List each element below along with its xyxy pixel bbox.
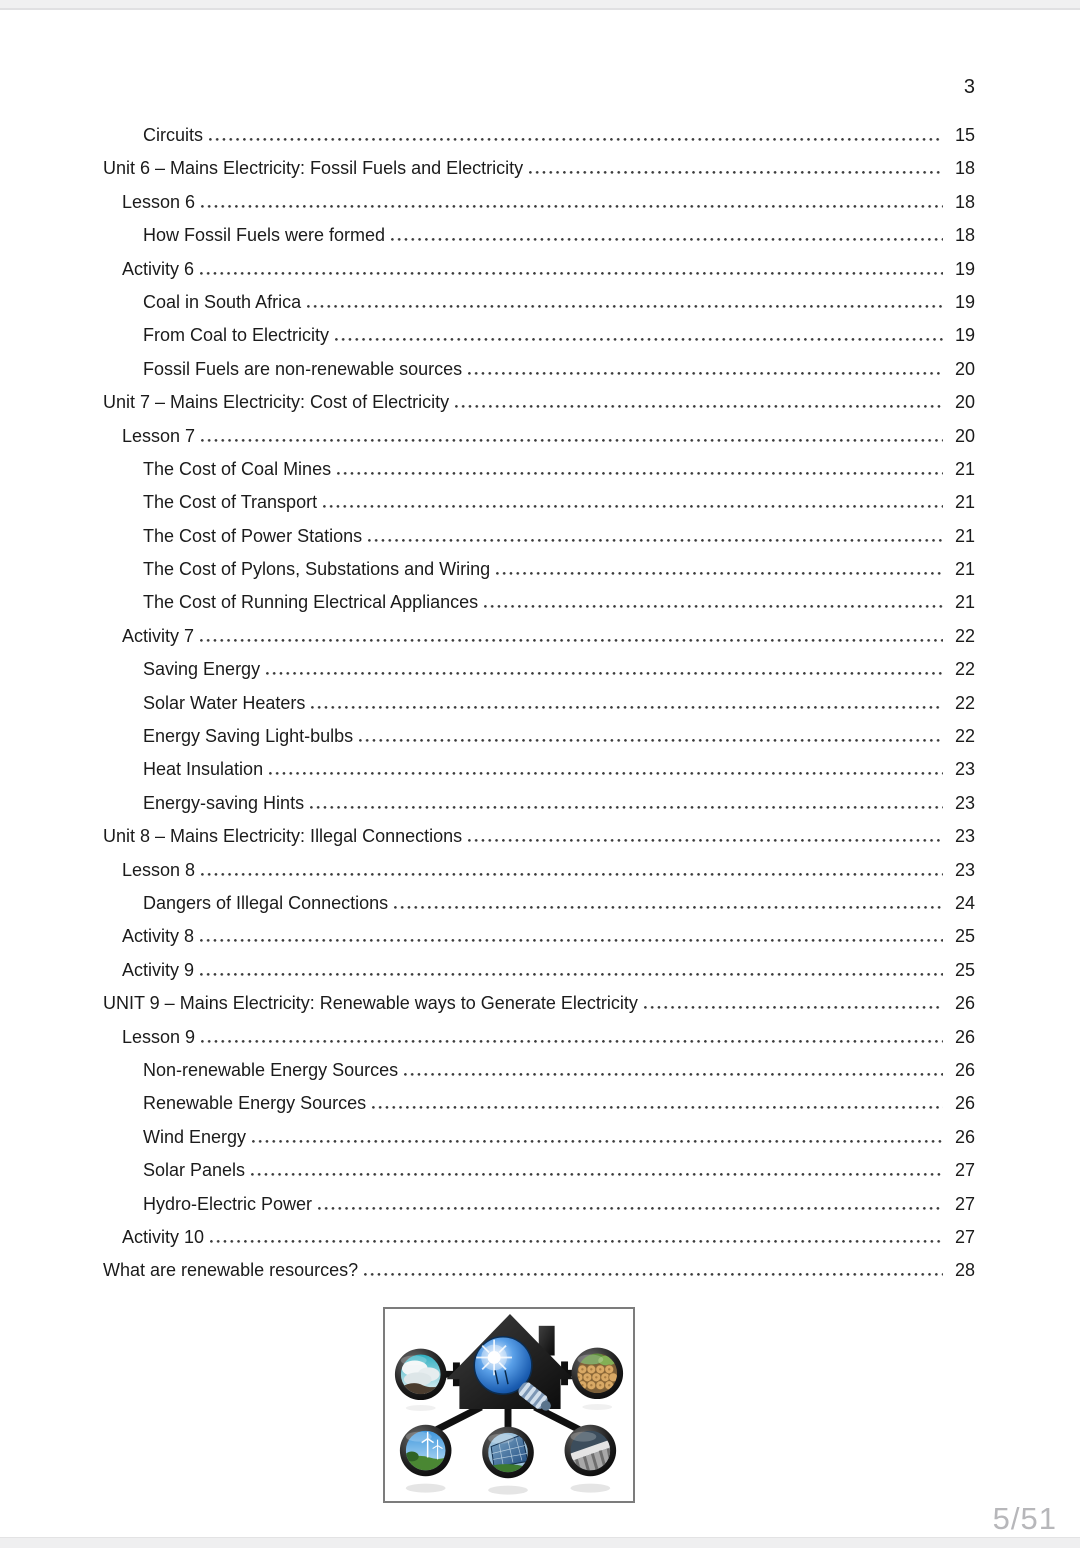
toc-leader-dots [200, 939, 943, 942]
toc-entry[interactable] [103, 420, 975, 453]
toc-leader-dots [368, 539, 943, 542]
toc-leader-dots [311, 706, 943, 709]
toc-leader-dots [468, 839, 943, 842]
toc-entry[interactable] [103, 1254, 975, 1287]
toc-leader-dots [269, 772, 943, 775]
toc-entry[interactable] [103, 954, 975, 987]
toc-entry-page-number: 22 [954, 726, 975, 747]
toc-entry-page-number: 21 [954, 458, 975, 479]
toc-entry[interactable] [103, 1021, 975, 1054]
toc-entry[interactable] [103, 152, 975, 185]
toc-entry[interactable] [103, 119, 975, 152]
toc-entry[interactable] [103, 1121, 975, 1154]
toc-entry-label: Unit 8 – Mains Electricity: Illegal Connections [103, 826, 463, 847]
toc-entry-page-number: 22 [954, 659, 975, 680]
toc-entry[interactable] [103, 353, 975, 386]
toc-entry-page-number: 23 [954, 792, 975, 813]
toc-entry-page-number: 26 [954, 1026, 975, 1047]
toc-leader-dots [359, 739, 943, 742]
toc-entry-label: The Cost of Pylons, Substations and Wiring [143, 559, 491, 580]
toc-entry-label: How Fossil Fuels were formed [143, 225, 386, 246]
toc-leader-dots [404, 1073, 943, 1076]
toc-entry-label: The Cost of Transport [143, 492, 318, 513]
toc-entry-page-number: 27 [954, 1193, 975, 1214]
toc-entry-label: Circuits [143, 125, 204, 145]
toc-entry-label: What are renewable resources? [103, 1260, 359, 1281]
toc-entry-page-number: 22 [954, 625, 975, 646]
toc-entry-page-number: 28 [954, 1260, 975, 1281]
toc-leader-dots [201, 439, 943, 442]
toc-entry-label: The Cost of Coal Mines [143, 458, 332, 479]
toc-leader-dots [210, 1240, 943, 1243]
toc-entry-label: The Cost of Power Stations [143, 525, 363, 546]
toc-entry-label: Activity 7 [122, 625, 195, 646]
toc-leader-dots [372, 1106, 943, 1109]
toc-leader-dots [394, 906, 943, 909]
toc-entry[interactable] [103, 887, 975, 920]
toc-entry-label: Renewable Energy Sources [143, 1093, 367, 1114]
toc-entry-label: Lesson 7 [122, 425, 196, 446]
toc-entry[interactable] [103, 920, 975, 953]
toc-leader-dots [201, 205, 943, 208]
toc-entry[interactable] [103, 753, 975, 786]
toc-entry-page-number: 26 [954, 1059, 975, 1080]
toc-entry-page-number: 25 [954, 959, 975, 980]
toc-entry[interactable] [103, 620, 975, 653]
toc-entry[interactable] [103, 253, 975, 286]
toc-entry-label: Fossil Fuels are non-renewable sources [143, 358, 463, 379]
toc-entry-label: Heat Insulation [143, 759, 264, 780]
toc-entry-label: Activity 8 [122, 926, 195, 947]
toc-entry-page-number: 18 [954, 225, 975, 246]
toc-entry-page-number: 27 [954, 1226, 975, 1247]
toc-entry[interactable] [103, 319, 975, 352]
toc-leader-dots [252, 1140, 943, 1143]
toc-entry-page-number: 15 [954, 125, 975, 145]
toc-entry-label: Energy Saving Light-bulbs [143, 726, 354, 747]
toc-entry-label: Non-renewable Energy Sources [143, 1059, 399, 1080]
toc-entry[interactable] [103, 1154, 975, 1187]
wood-logs-photo [571, 1348, 623, 1399]
toc-entry-page-number: 24 [954, 892, 975, 913]
viewer-bottom-gap [0, 1537, 1080, 1548]
toc-entry-label: Lesson 9 [122, 1026, 196, 1047]
toc-entry-label: Saving Energy [143, 659, 261, 680]
toc-leader-dots [200, 639, 943, 642]
toc-entry[interactable] [103, 687, 975, 720]
toc-leader-dots [337, 472, 943, 475]
toc-entry[interactable] [103, 1188, 975, 1221]
toc-entry[interactable] [103, 286, 975, 319]
toc-leader-dots [307, 305, 943, 308]
toc-leader-dots [484, 605, 943, 608]
energy-sources-collage-image [385, 1309, 633, 1501]
toc-leader-dots [200, 272, 943, 275]
toc-entry[interactable] [103, 486, 975, 519]
toc-leader-dots [209, 138, 943, 141]
solar-panels-photo [482, 1427, 534, 1478]
toc-entry[interactable] [103, 219, 975, 252]
toc-entry-label: UNIT 9 – Mains Electricity: Renewable ways to Generate Electricity [103, 993, 638, 1014]
toc-entry-label: Unit 7 – Mains Electricity: Cost of Electricity [103, 392, 450, 413]
toc-leader-dots [266, 672, 943, 675]
toc-leader-dots [364, 1273, 943, 1276]
toc-entry[interactable] [103, 553, 975, 586]
wind-turbines-photo [400, 1425, 452, 1476]
toc-leader-dots [391, 238, 943, 241]
toc-entry-label: Activity 10 [122, 1226, 205, 1247]
toc-leader-dots [251, 1173, 943, 1176]
toc-entry[interactable] [103, 787, 975, 820]
toc-entry-page-number: 25 [954, 926, 975, 947]
toc-entry-page-number: 19 [954, 325, 975, 346]
toc-entry[interactable] [103, 653, 975, 686]
toc-entry[interactable] [103, 386, 975, 419]
toc-entry-page-number: 23 [954, 826, 975, 847]
toc-leader-dots [310, 806, 943, 809]
toc-leader-dots [200, 973, 943, 976]
toc-leader-dots [529, 171, 943, 174]
hydroelectric-dam-photo [565, 1425, 617, 1476]
toc-leader-dots [455, 405, 943, 408]
toc-entry-page-number: 20 [954, 392, 975, 413]
toc-entry[interactable] [103, 586, 975, 619]
toc-leader-dots [201, 873, 943, 876]
toc-leader-dots [323, 505, 943, 508]
toc-entry-page-number: 18 [954, 191, 975, 212]
toc-entry-label: Energy-saving Hints [143, 792, 305, 813]
toc-entry-label: Solar Panels [143, 1160, 246, 1181]
toc-entry-page-number: 23 [954, 759, 975, 780]
toc-entry-label: Hydro-Electric Power [143, 1193, 313, 1214]
toc-entry-label: From Coal to Electricity [143, 325, 330, 346]
toc-entry[interactable] [103, 1087, 975, 1120]
toc-leader-dots [644, 1006, 943, 1009]
toc-entry-page-number: 23 [954, 859, 975, 880]
toc-entry[interactable] [103, 854, 975, 887]
toc-entry[interactable] [103, 1221, 975, 1254]
toc-entry-page-number: 26 [954, 993, 975, 1014]
toc-entry-page-number: 21 [954, 592, 975, 613]
toc-entry-label: Activity 6 [122, 258, 195, 279]
toc-entry[interactable] [103, 186, 975, 219]
toc-entry-page-number: 20 [954, 425, 975, 446]
document-page-number: 3 [963, 76, 975, 98]
toc-entry-page-number: 21 [954, 559, 975, 580]
toc-entry-label: Unit 6 – Mains Electricity: Fossil Fuels and Electricity [103, 158, 524, 179]
toc-leader-dots [335, 338, 943, 341]
toc-list [103, 119, 975, 1288]
toc-entry-page-number: 21 [954, 492, 975, 513]
toc-entry-label: Solar Water Heaters [143, 692, 306, 713]
toc-entry-label: The Cost of Running Electrical Appliances [143, 592, 479, 613]
toc-leader-dots [201, 1040, 943, 1043]
toc-entry-page-number: 21 [954, 525, 975, 546]
toc-entry[interactable] [103, 720, 975, 753]
toc-entry-label: Activity 9 [122, 959, 195, 980]
toc-entry-page-number: 19 [954, 258, 975, 279]
toc-entry-page-number: 18 [954, 158, 975, 179]
toc-entry[interactable] [103, 820, 975, 853]
viewer-top-gap [0, 0, 1080, 10]
toc-leader-dots [318, 1207, 943, 1210]
viewer-page-indicator: 5/51 [992, 1501, 1057, 1536]
toc-entry-page-number: 22 [954, 692, 975, 713]
toc-leader-dots [468, 372, 943, 375]
toc-entry[interactable] [103, 1054, 975, 1087]
toc-entry-label: Coal in South Africa [143, 291, 302, 312]
toc-entry[interactable] [103, 520, 975, 553]
toc-entry-page-number: 27 [954, 1160, 975, 1181]
toc-entry-page-number: 26 [954, 1093, 975, 1114]
toc-entry[interactable] [103, 453, 975, 486]
toc-entry[interactable] [103, 987, 975, 1020]
toc-entry-label: Wind Energy [143, 1126, 247, 1147]
toc-entry-page-number: 19 [954, 291, 975, 312]
energy-collage-figure [383, 1307, 635, 1503]
toc-entry-label: Dangers of Illegal Connections [143, 892, 389, 913]
toc-leader-dots [496, 572, 943, 575]
toc-entry-page-number: 26 [954, 1126, 975, 1147]
toc-entry-label: Lesson 6 [122, 191, 196, 212]
clouds-sky-photo [395, 1349, 447, 1400]
toc-entry-page-number: 20 [954, 358, 975, 379]
toc-entry-label: Lesson 8 [122, 859, 196, 880]
